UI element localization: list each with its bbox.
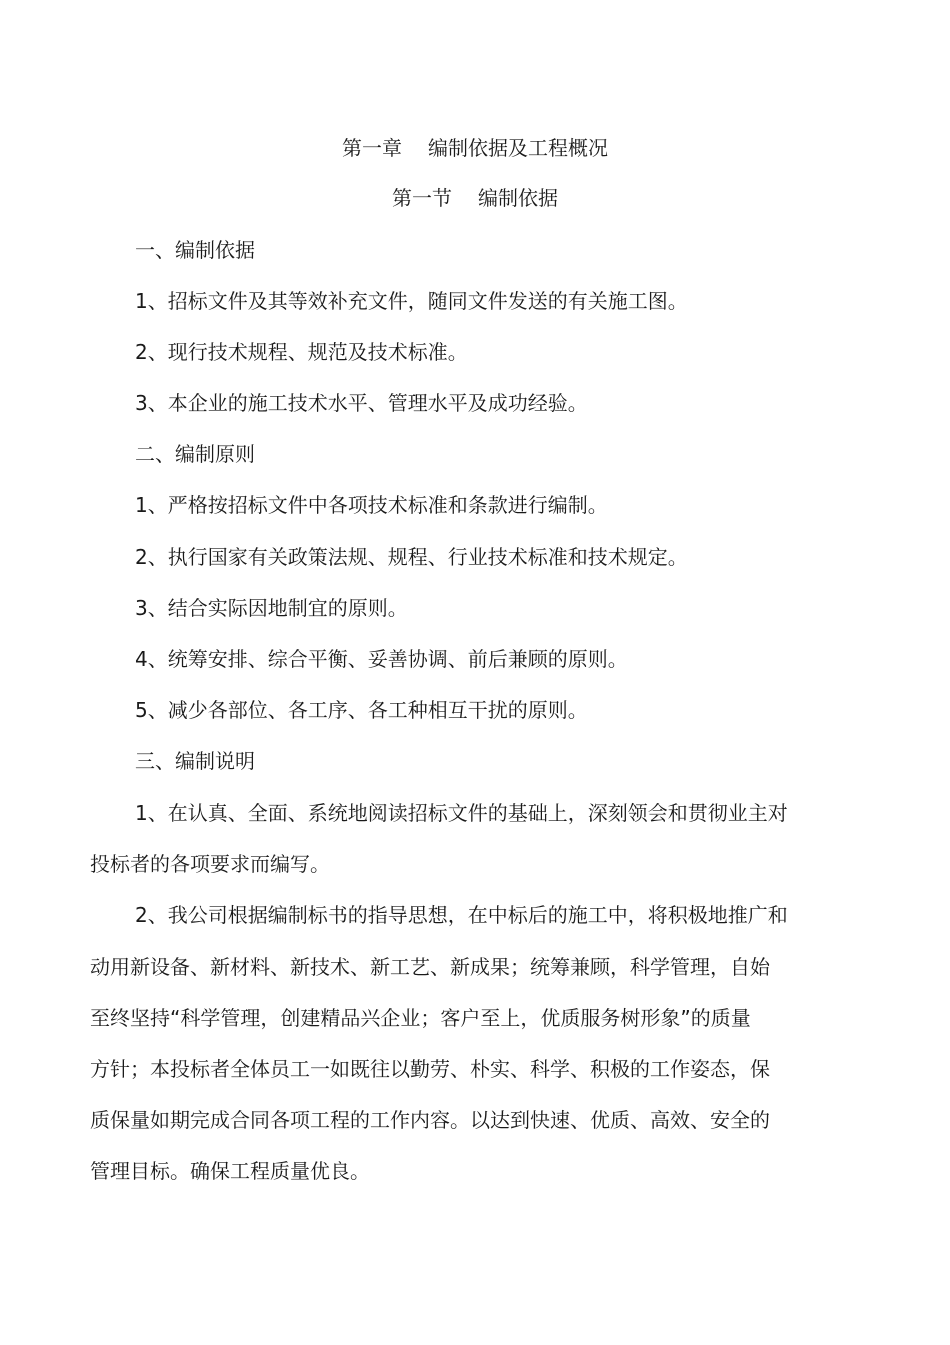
- notes-para1-line-2: 投标者的各项要求而编写。: [90, 852, 330, 876]
- basis-item-1: 1、招标文件及其等效补充文件，随同文件发送的有关施工图。: [135, 289, 688, 313]
- principles-item-2: 2、执行国家有关政策法规、规程、行业技术标准和技术规定。: [135, 545, 688, 569]
- notes-para2-line-5: 质保量如期完成合同各项工程的工作内容。以达到快速、优质、高效、安全的: [90, 1108, 770, 1132]
- chapter-heading: [0, 134, 950, 162]
- notes-heading: 三、编制说明: [135, 749, 255, 773]
- notes-para2-line-4: 方针；本投标者全体员工一如既往以勤劳、朴实、科学、积极的工作姿态，保: [90, 1057, 770, 1081]
- basis-item-2: 2、现行技术规程、规范及技术标准。: [135, 340, 468, 364]
- chapter-title: 编制依据及工程概况: [428, 136, 608, 160]
- notes-para2-line-2: 动用新设备、新材料、新技术、新工艺、新成果；统筹兼顾，科学管理，自始: [90, 955, 770, 979]
- section-title: 编制依据: [478, 186, 558, 210]
- section-label: 第一节: [392, 186, 452, 210]
- basis-heading: 一、编制依据: [135, 238, 255, 262]
- section-heading: [0, 184, 950, 212]
- principles-item-5: 5、减少各部位、各工序、各工种相互干扰的原则。: [135, 698, 588, 722]
- basis-item-3: 3、本企业的施工技术水平、管理水平及成功经验。: [135, 391, 588, 415]
- principles-item-3: 3、结合实际因地制宜的原则。: [135, 596, 408, 620]
- principles-item-1: 1、严格按招标文件中各项技术标准和条款进行编制。: [135, 493, 608, 517]
- chapter-label: 第一章: [342, 136, 402, 160]
- notes-para1-line-1: 1、在认真、全面、系统地阅读招标文件的基础上，深刻领会和贯彻业主对: [135, 801, 788, 825]
- notes-para2-line-1: 2、我公司根据编制标书的指导思想，在中标后的施工中，将积极地推广和: [135, 903, 788, 927]
- principles-item-4: 4、统筹安排、综合平衡、妥善协调、前后兼顾的原则。: [135, 647, 628, 671]
- principles-heading: 二、编制原则: [135, 442, 255, 466]
- notes-para2-line-6: 管理目标。确保工程质量优良。: [90, 1159, 370, 1183]
- notes-para2-line-3: 至终坚持“科学管理，创建精品兴企业；客户至上，优质服务树形象”的质量: [90, 1006, 751, 1030]
